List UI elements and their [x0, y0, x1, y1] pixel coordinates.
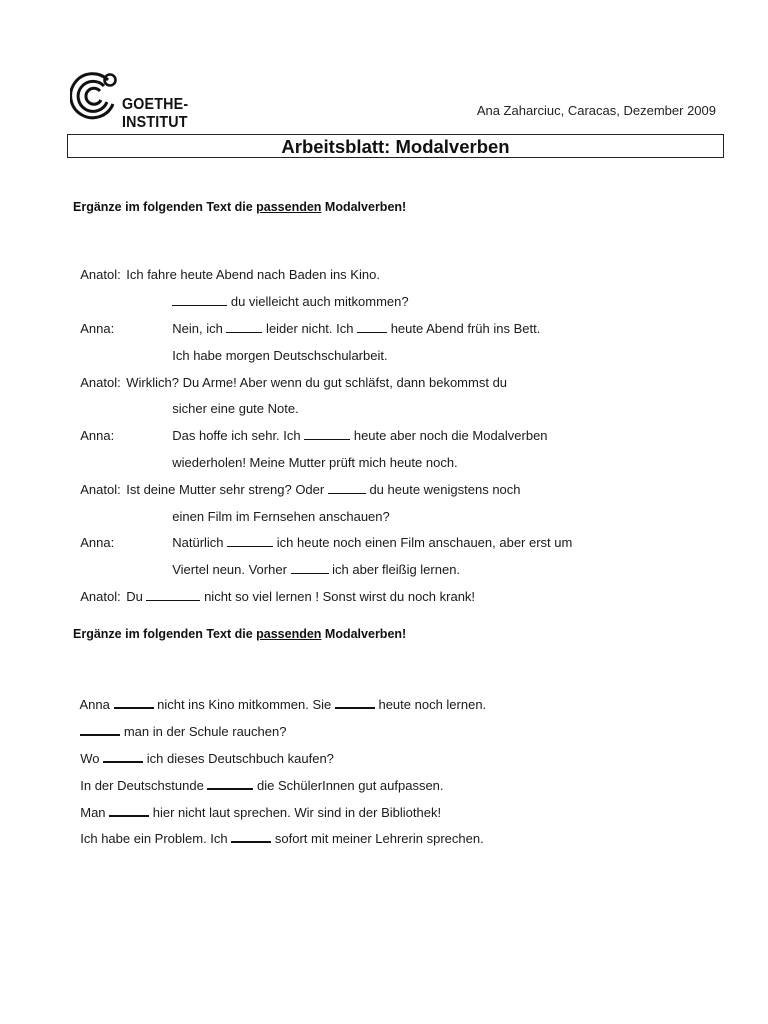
line-text: heute noch lernen.	[374, 697, 487, 712]
dialogue-line	[73, 520, 572, 550]
line-text: heute Abend früh ins Bett.	[387, 321, 541, 336]
line-text: man in der Schule rauchen?	[120, 724, 287, 739]
line-text: sofort mit meiner Lehrerin sprechen.	[271, 831, 484, 846]
line-text: nicht so viel lernen ! Sonst wirst du noch krank!	[200, 589, 476, 604]
line-text: du heute wenigstens noch	[365, 482, 521, 497]
dialogue-line	[73, 252, 380, 282]
line-text: Wirklich? Du Arme! Aber wenn du gut schläfst, dann bekommst du	[126, 375, 508, 390]
line-text: Man	[80, 805, 110, 820]
answer-blank[interactable]	[291, 562, 329, 574]
instruction-underlined: passenden	[256, 627, 322, 641]
logo-wordmark: GOETHE-INSTITUT	[122, 96, 189, 131]
dialogue-line	[165, 333, 388, 363]
line-text: die SchülerInnen gut aufpassen.	[253, 778, 444, 793]
line-text: ich dieses Deutschbuch kaufen?	[143, 751, 334, 766]
section2-instruction	[73, 627, 406, 641]
line-text: Das hoffe ich sehr. Ich	[172, 428, 305, 443]
dialogue-line	[73, 467, 521, 497]
section1-instruction	[73, 200, 406, 214]
speaker: Anna:	[80, 321, 115, 336]
goethe-institut-logo	[70, 70, 250, 131]
line-text: Natürlich	[172, 535, 228, 550]
speaker: Anatol:	[80, 482, 121, 497]
line-text: Viertel neun. Vorher	[172, 562, 291, 577]
answer-blank[interactable]	[172, 294, 227, 306]
exercise-line	[73, 815, 484, 846]
dialogue-line	[73, 413, 548, 443]
line-text: einen Film im Fernsehen anschauen?	[172, 509, 390, 524]
speaker: Anatol:	[80, 589, 121, 604]
line-text: Ich habe ein Problem. Ich	[80, 831, 232, 846]
line-text: Ist deine Mutter sehr streng? Oder	[126, 482, 328, 497]
line-text: leider nicht. Ich	[262, 321, 358, 336]
line-text: Nein, ich	[172, 321, 227, 336]
dialogue-line	[73, 574, 475, 604]
line-text: ich aber fleißig lernen.	[328, 562, 461, 577]
answer-blank[interactable]	[357, 321, 387, 333]
answer-blank[interactable]	[226, 321, 262, 333]
answer-blank[interactable]	[335, 696, 375, 709]
dialogue-line	[165, 279, 409, 309]
line-text: hier nicht laut sprechen. Wir sind in der Bibliothek!	[149, 805, 442, 820]
instruction-underlined: passenden	[256, 200, 322, 214]
answer-blank[interactable]	[146, 589, 200, 601]
line-text: heute aber noch die Modalverben	[350, 428, 548, 443]
instruction-text: Ergänze im folgenden Text die	[73, 200, 257, 214]
dialogue-line	[165, 547, 460, 577]
speaker: Anatol:	[80, 267, 121, 282]
speaker: Anna:	[80, 535, 115, 550]
answer-blank[interactable]	[227, 535, 273, 547]
line-text: Du	[126, 589, 147, 604]
line-text: sicher eine gute Note.	[172, 401, 299, 416]
goethe-logo-icon	[70, 70, 120, 120]
line-text: In der Deutschstunde	[80, 778, 208, 793]
line-text: Anna	[79, 697, 114, 712]
instruction-text: Modalverben!	[321, 200, 407, 214]
instruction-text: Ergänze im folgenden Text die	[73, 627, 257, 641]
line-text: Ich habe morgen Deutschschularbeit.	[172, 348, 388, 363]
answer-blank[interactable]	[304, 428, 350, 440]
line-text: du vielleicht auch mitkommen?	[227, 294, 409, 309]
instruction-text: Modalverben!	[321, 627, 407, 641]
dialogue-line	[165, 440, 458, 470]
answer-blank[interactable]	[328, 482, 366, 494]
dialogue-line	[165, 386, 299, 416]
dialogue-line	[73, 306, 540, 336]
line-text: Ich fahre heute Abend nach Baden ins Kino.	[126, 267, 380, 282]
line-text: wiederholen! Meine Mutter prüft mich heute noch.	[172, 455, 458, 470]
line-text: ich heute noch einen Film anschauen, aber erst um	[273, 535, 573, 550]
answer-blank[interactable]	[231, 830, 271, 843]
line-text: Wo	[80, 751, 104, 766]
speaker: Anna:	[80, 428, 115, 443]
line-text: nicht ins Kino mitkommen. Sie	[153, 697, 335, 712]
speaker: Anatol:	[80, 375, 121, 390]
page-title: Arbeitsblatt: Modalverben	[67, 134, 724, 158]
author-line: Ana Zaharciuc, Caracas, Dezember 2009	[476, 103, 716, 118]
